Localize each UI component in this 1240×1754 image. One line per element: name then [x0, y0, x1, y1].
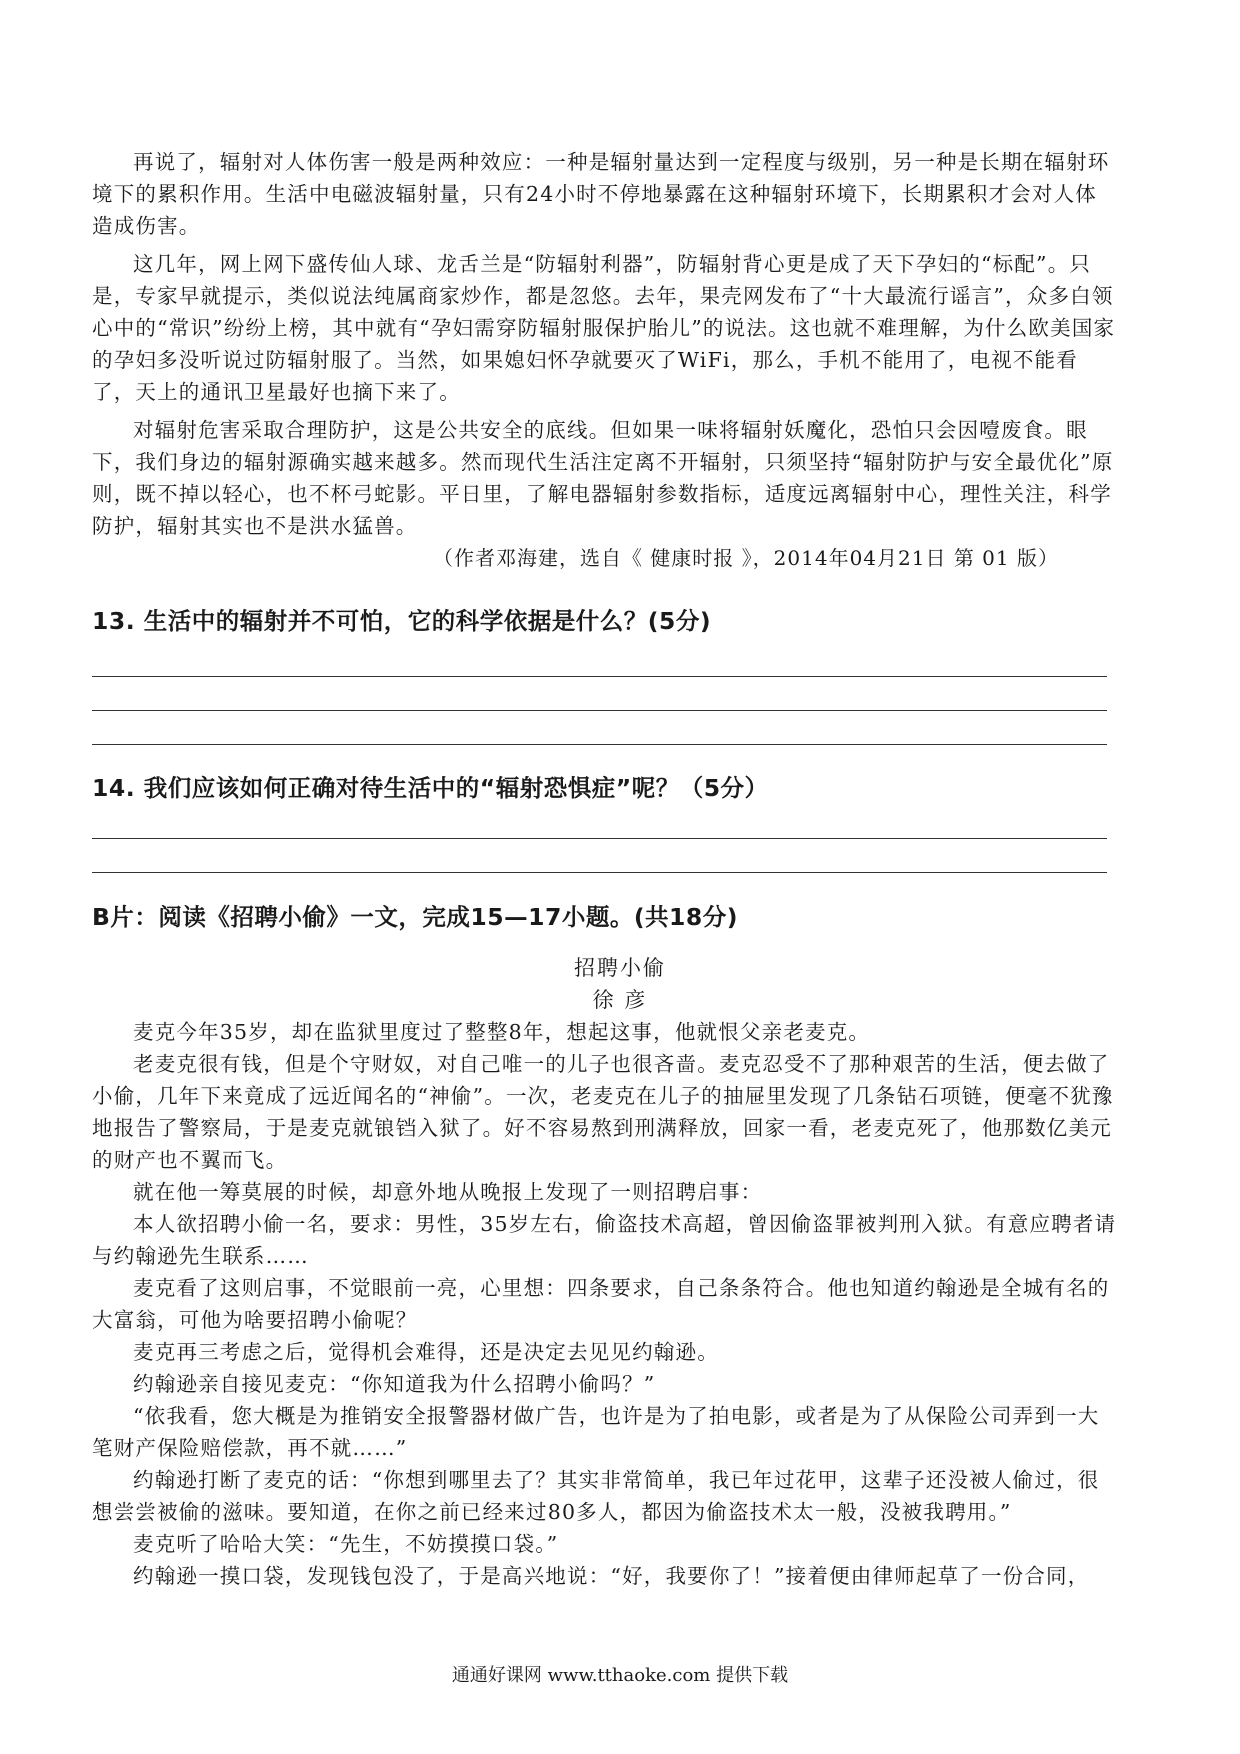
passage-b-paragraph: “依我看，您大概是为推销安全报警器材做广告，也许是为了拍电影，或者是为了从保险公司弄到一大笔财产保险赔偿款，再不就……” [92, 1404, 1100, 1460]
answer-line-14-1[interactable] [92, 838, 1107, 839]
passage-b-paragraph: 约翰逊一摸口袋，发现钱包没了，于是高兴地说：“好，我要你了！”接着便由律师起草了一份合同， [133, 1564, 1090, 1588]
passage-a [92, 146, 1117, 574]
passage-a-paragraph-3: 对辐射危害采取合理防护，这是公共安全的底线。但如果一味将辐射妖魔化，恐怕只会因噎废食。眼下，我们身边的辐射源确实越来越多。然而现代生活注定离不开辐射，只须坚持“辐射防护与安全最优化”原则，既不掉以轻心，也不杯弓蛇影。平日里，了解电器辐射参数指标，适度远离辐射中心，理性关注，科学防护，辐射其实也不是洪水猛兽。 [92, 418, 1114, 538]
passage-b-paragraph: 老麦克很有钱，但是个守财奴，对自己唯一的儿子也很吝啬。麦克忍受不了那种艰苦的生活，便去做了小偷，几年下来竟成了远近闻名的“神偷”。一次，老麦克在儿子的抽屉里发现了几条钻石项链，便毫不犹豫地报告了警察局，于是麦克就锒铛入狱了。好不容易熬到刑满释放，回家一看，老麦克死了，他那数亿美元的财产也不翼而飞。 [92, 1052, 1114, 1172]
passage-b-paragraph: 麦克再三考虑之后，觉得机会难得，还是决定去见见约翰逊。 [133, 1340, 719, 1364]
answer-line-13-3[interactable] [92, 744, 1107, 745]
story-author: 徐 彦 [592, 988, 648, 1012]
answer-line-13-2[interactable] [92, 710, 1107, 711]
passage-a-paragraph-1: 再说了，辐射对人体伤害一般是两种效应：一种是辐射量达到一定程度与级别，另一种是长期在辐射环境下的累积作用。生活中电磁波辐射量，只有24小时不停地暴露在这种辐射环境下，长期累积才会对人体造成伤害。 [92, 150, 1110, 238]
passage-a-paragraph-2: 这几年，网上网下盛传仙人球、龙舌兰是“防辐射利器”，防辐射背心更是成了天下孕妇的“标配”。只是，专家早就提示，类似说法纯属商家炒作，都是忽悠。去年，果壳网发布了“十大最流行谣言”，众多白领心中的“常识”纷纷上榜，其中就有“孕妇需穿防辐射服保护胎儿”的说法。这也就不难理解，为什么欧美国家的孕妇多没听说过防辐射服了。当然，如果媳妇怀孕就要灭了WiFi，那么，手机不能用了，电视不能看了，天上的通讯卫星最好也摘下来了。 [92, 252, 1116, 404]
passage-b-paragraph: 就在他一筹莫展的时候，却意外地从晚报上发现了一则招聘启事： [133, 1180, 763, 1204]
answer-line-14-2[interactable] [92, 872, 1107, 873]
footer-credit: 通通好课网 www.tthaoke.com 提供下载 [451, 1665, 789, 1686]
passage-b-paragraph: 约翰逊亲自接见麦克：“你知道我为什么招聘小偷吗？” [133, 1372, 656, 1396]
passage-b-paragraph: 麦克看了这则启事，不觉眼前一亮，心里想：四条要求，自己条条符合。他也知道约翰逊是全城有名的大富翁，可他为啥要招聘小偷呢？ [92, 1276, 1110, 1332]
passage-b-paragraph: 本人欲招聘小偷一名，要求：男性，35岁左右，偷盗技术高超，曾因偷盗罪被判刑入狱。有意应聘者请与约翰逊先生联系…… [92, 1212, 1117, 1268]
passage-b-paragraph: 麦克听了哈哈大笑：“先生，不妨摸摸口袋。” [133, 1532, 559, 1556]
story-title: 招聘小偷 [574, 956, 666, 980]
passage-b-paragraph: 约翰逊打断了麦克的话：“你想到哪里去了？其实非常简单，我已年过花甲，这辈子还没被人偷过，很想尝尝被偷的滋味。要知道，在你之前已经来过80多人，都因为偷盗技术太一般，没被我聘用。” [92, 1468, 1100, 1524]
question-14: 14. 我们应该如何正确对待生活中的“辐射恐惧症”呢？（5分） [92, 774, 769, 802]
question-13: 13. 生活中的辐射并不可怕，它的科学依据是什么？(5分) [92, 607, 712, 635]
section-b-heading: B片：阅读《招聘小偷》一文，完成15—17小题。(共18分) [92, 903, 738, 931]
answer-line-13-1[interactable] [92, 676, 1107, 677]
citation: （作者邓海建，选自《 健康时报 》，2014年04月21日 第 01 版） [432, 546, 1059, 570]
passage-b [92, 1016, 1117, 1592]
passage-b-paragraph: 麦克今年35岁，却在监狱里度过了整整8年，想起这事，他就恨父亲老麦克。 [133, 1020, 871, 1044]
